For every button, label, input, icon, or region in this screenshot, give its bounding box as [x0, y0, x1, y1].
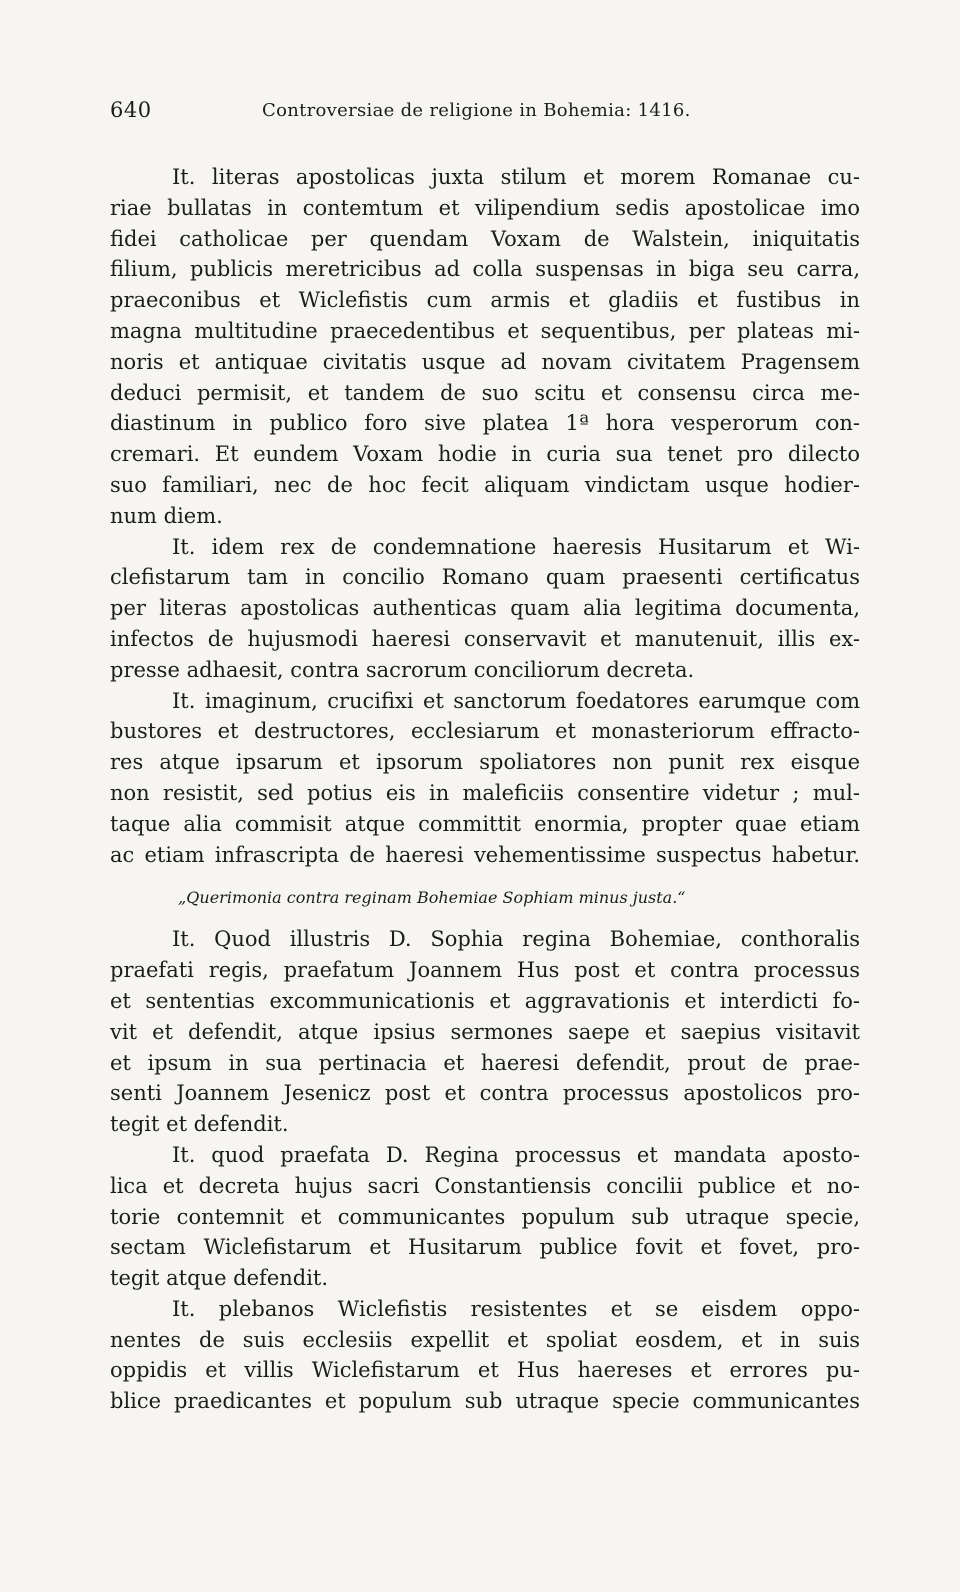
text-line: fidei catholicae per quendam Voxam de Walstein, iniquitatis	[110, 226, 860, 251]
text-line: clefistarum tam in concilio Romano quam praesenti certificatus	[110, 565, 860, 590]
text-line: nentes de suis ecclesiis expellit et spoliat eosdem, et in suis	[110, 1327, 860, 1352]
running-title: Controversiae de religione in Bohemia: 1416.	[262, 100, 691, 121]
text-line: It. quod praefata D. Regina processus et mandata aposto-	[172, 1142, 860, 1167]
text-line: It. imaginum, crucifixi et sanctorum foedatores earumque com	[172, 688, 860, 713]
text-line: riae bullatas in contemtum et vilipendium sedis apostolicae imo	[110, 195, 860, 220]
text-line: praeconibus et Wiclefistis cum armis et gladiis et fustibus in	[110, 288, 860, 313]
section-heading: „Querimonia contra reginam Bohemiae Sophiam minus justa.“	[178, 888, 686, 908]
text-line: oppidis et villis Wiclefistarum et Hus haereses et errores pu-	[110, 1358, 860, 1383]
text-line: et sententias excommunicationis et aggravationis et interdicti fo-	[110, 988, 860, 1013]
page-number: 640	[110, 98, 152, 122]
text-line: lica et decreta hujus sacri Constantiensis concilii publice et no-	[110, 1173, 860, 1198]
text-line: presse adhaesit, contra sacrorum conciliorum decreta.	[110, 657, 695, 682]
text-line: It. Quod illustris D. Sophia regina Bohemiae, conthoralis	[172, 927, 860, 952]
text-line: taque alia commisit atque committit enormia, propter quae etiam	[110, 811, 860, 836]
text-line: et ipsum in sua pertinacia et haeresi defendit, prout de prae-	[110, 1050, 860, 1075]
text-line: deduci permisit, et tandem de suo scitu et consensu circa me-	[110, 380, 860, 405]
text-line: sectam Wiclefistarum et Husitarum publice fovit et fovet, pro-	[110, 1235, 860, 1260]
text-line: filium, publicis meretricibus ad colla suspensas in biga seu carra,	[110, 257, 860, 282]
text-line: per literas apostolicas authenticas quam alia legitima documenta,	[110, 596, 860, 621]
text-line: It. plebanos Wiclefistis resistentes et se eisdem oppo-	[172, 1296, 860, 1321]
text-line: infectos de hujusmodi haeresi conservavit et manutenuit, illis ex-	[110, 626, 860, 651]
text-line: tegit et defendit.	[110, 1112, 289, 1137]
text-line: ac etiam infrascripta de haeresi vehementissime suspectus habetur.	[110, 842, 860, 867]
text-line: noris et antiquae civitatis usque ad novam civitatem Pragensem	[110, 349, 860, 374]
body-text	[110, 162, 860, 1417]
text-line: res atque ipsarum et ipsorum spoliatores non punit rex eisque	[110, 750, 860, 775]
text-line: bustores et destructores, ecclesiarum et monasteriorum effracto-	[110, 719, 860, 744]
text-line: magna multitudine praecedentibus et sequentibus, per plateas mi-	[110, 318, 860, 343]
text-line: tegit atque defendit.	[110, 1266, 329, 1291]
text-line: num diem.	[110, 503, 223, 528]
text-line: vit et defendit, atque ipsius sermones saepe et saepius visitavit	[110, 1019, 860, 1044]
text-line: torie contemnit et communicantes populum sub utraque specie,	[110, 1204, 860, 1229]
text-line: It. idem rex de condemnatione haeresis Husitarum et Wi-	[172, 534, 860, 559]
text-line: cremari. Et eundem Voxam hodie in curia sua tenet pro dilecto	[110, 442, 860, 467]
text-line: diastinum in publico foro sive platea 1ª hora vesperorum con-	[110, 411, 860, 436]
text-line: non resistit, sed potius eis in maleficiis consentire videtur ; mul-	[110, 780, 860, 805]
text-line: praefati regis, praefatum Joannem Hus post et contra processus	[110, 958, 860, 983]
text-line: It. literas apostolicas juxta stilum et morem Romanae cu-	[172, 165, 860, 189]
page-header	[110, 98, 850, 128]
text-line: blice praedicantes et populum sub utraque specie communicantes	[110, 1389, 860, 1414]
text-line: senti Joannem Jesenicz post et contra processus apostolicos pro-	[110, 1081, 860, 1106]
text-line: suo familiari, nec de hoc fecit aliquam vindictam usque hodier-	[110, 472, 860, 497]
